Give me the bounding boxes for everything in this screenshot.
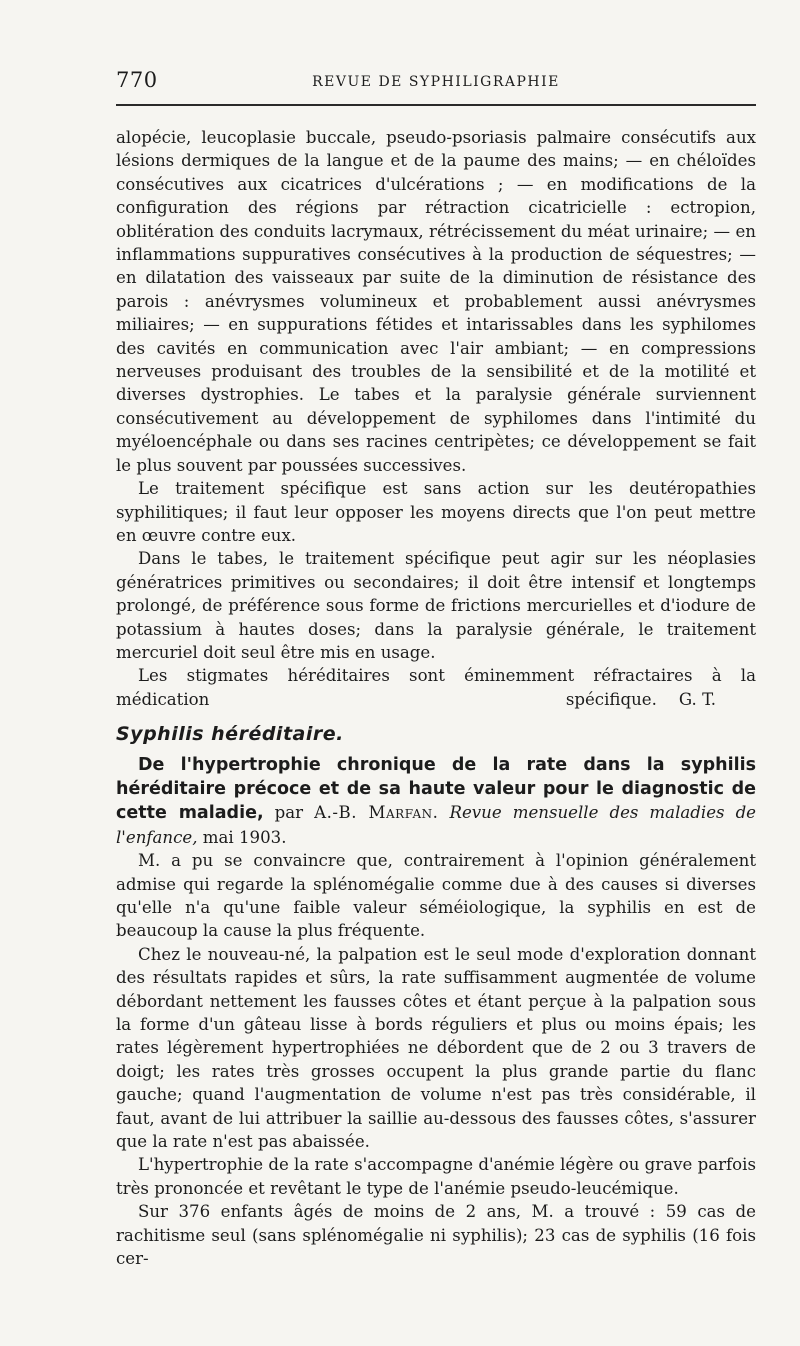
section-heading: Syphilis héréditaire.	[116, 723, 344, 746]
closing-text: Les stigmates héréditaires sont éminemment réfractaires à la médication spécifique.	[116, 666, 756, 709]
header-rule	[116, 104, 756, 106]
paragraph: L'hypertrophie de la rate s'accompagne d'anémie légère ou grave parfois très prononcée et revêtant le type de l'anémie pseudo-leucémique.	[116, 1155, 756, 1198]
page-number: 770	[116, 68, 158, 92]
page-header	[116, 68, 756, 98]
paragraph: alopécie, leucoplasie buccale, pseudo-psoriasis palmaire consécutifs aux lésions dermiques de la langue et de la paume des mains; — en chéloïdes consécutives aux cicatrices d'ulcérations ; — en modifications de la configuration des régions par rétraction cicatricielle : ectropion, oblitération des conduits lacrymaux, rétrécissement du méat urinaire; — en inflammations suppuratives consécutives à la production de séquestres; — en dilatation des vaisseaux par suite de la diminution de résistance des parois : anévrysmes volumineux et probablement aussi anévrysmes miliaires; — en suppurations fétides et intarissables dans les syphilomes des cavités en communication avec l'air ambiant; — en compressions nerveuses produisant des troubles de la sensibilité et de la motilité et diverses dystrophies. Le tabes et la paralysie générale surviennent consécutivement au développement de syphilomes dans l'intimité du myéloencéphale ou dans ses racines centripètes; ce développement se fait le plus souvent par poussées successives.	[116, 128, 756, 475]
article-author: A.-B. Marfan.	[314, 803, 439, 823]
article-journal: Revue mensuelle des maladies de l'enfance,	[116, 803, 757, 847]
closing-paragraph	[116, 664, 756, 711]
paragraph: Le traitement spécifique est sans action sur les deutéropathies syphilitiques; il faut leur opposer les moyens directs que l'on peut mettre en œuvre contre eux.	[116, 479, 756, 545]
signature: G. T.	[678, 689, 716, 709]
paragraph: Dans le tabes, le traitement spécifique peut agir sur les néoplasies génératrices primitives ou secondaires; il doit être intensif et longtemps prolongé, de préférence sous forme de frictions mercurielles et d'iodure de potassium à hautes doses; dans la paralysie générale, le traitement mercuriel doit seul être mis en usage.	[116, 549, 756, 662]
page-body	[116, 126, 756, 1271]
paragraph: Sur 376 enfants âgés de moins de 2 ans, M. a trouvé : 59 cas de rachitisme seul (sans splénomégalie ni syphilis); 23 cas de syphilis (16 fois cer-	[116, 1202, 756, 1269]
article-by: par	[274, 803, 304, 823]
paragraph: Chez le nouveau-né, la palpation est le seul mode d'exploration donnant des résultats rapides et sûrs, la rate suffisamment augmentée de volume débordant nettement les fausses côtes et étant perçue à la palpation sous la forme d'un gâteau lisse à bords réguliers et plus ou moins épais; les rates légèrement hypertrophiées ne débordent que de 2 ou 3 travers de doigt; les rates très grosses occupent la plus grande partie du flanc gauche; quand l'augmentation de volume n'est pas très considérable, il faut, avant de lui attribuer la saillie au-dessous des fausses côtes, s'assurer que la rate n'est pas abaissée.	[116, 944, 756, 1152]
article-date: mai 1903.	[202, 827, 287, 847]
running-head: REVUE DE SYPHILIGRAPHIE	[312, 74, 560, 90]
article-reference	[116, 753, 756, 850]
paragraph: M. a pu se convaincre que, contrairement à l'opinion généralement admise qui regarde la splénomégalie comme due à des causes si diverses qu'elle n'a qu'une faible valeur séméiologique, la syphilis en est de beaucoup la cause la plus fréquente.	[116, 851, 756, 941]
article-title: De l'hypertrophie chronique de la rate dans la syphilis héréditaire précoce et de sa haute valeur pour le diagnostic de cette maladie,	[116, 754, 756, 824]
